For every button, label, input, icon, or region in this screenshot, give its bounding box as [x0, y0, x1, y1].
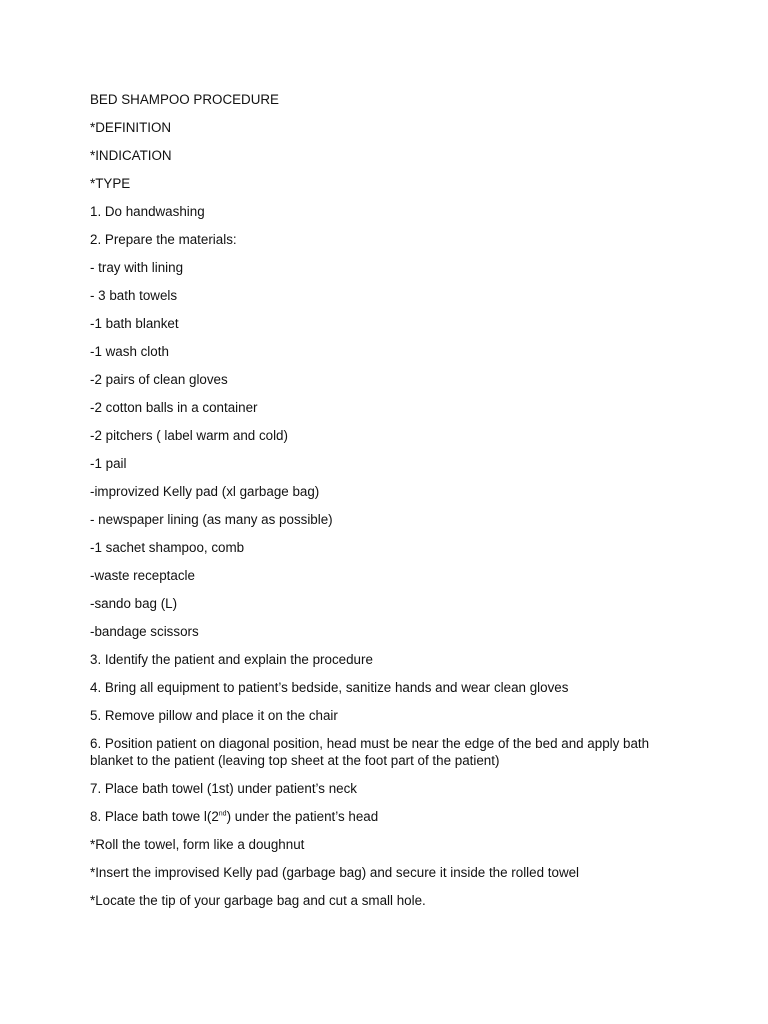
material-item: - newspaper lining (as many as possible): [90, 512, 333, 527]
step-8-text-before: 8. Place bath towe l(2: [90, 809, 219, 824]
step-1: 1. Do handwashing: [90, 204, 205, 219]
material-item: -improvized Kelly pad (xl garbage bag): [90, 484, 320, 499]
note-roll-towel: *Roll the towel, form like a doughnut: [90, 837, 305, 852]
material-item: -bandage scissors: [90, 624, 199, 639]
section-definition: *DEFINITION: [90, 120, 172, 135]
section-indication: *INDICATION: [90, 148, 172, 163]
step-8-text-after: ) under the patient’s head: [226, 809, 379, 824]
document-title: BED SHAMPOO PROCEDURE: [90, 92, 279, 107]
step-7: 7. Place bath towel (1st) under patient’s neck: [90, 781, 357, 796]
material-item: - tray with lining: [90, 260, 184, 275]
section-type: *TYPE: [90, 176, 131, 191]
material-item: -1 pail: [90, 456, 127, 471]
material-item: -2 pairs of clean gloves: [90, 372, 228, 387]
step-2: 2. Prepare the materials:: [90, 232, 237, 247]
material-item: -1 wash cloth: [90, 344, 169, 359]
material-item: -2 pitchers ( label warm and cold): [90, 428, 288, 443]
material-item: -waste receptacle: [90, 568, 195, 583]
note-insert-kelly-pad: *Insert the improvised Kelly pad (garbage bag) and secure it inside the rolled towel: [90, 865, 580, 880]
step-3: 3. Identify the patient and explain the procedure: [90, 652, 373, 667]
step-4: 4. Bring all equipment to patient’s bedside, sanitize hands and wear clean gloves: [90, 680, 569, 695]
material-item: -2 cotton balls in a container: [90, 400, 258, 415]
step-8: [90, 808, 680, 825]
step-8-superscript: nd: [218, 810, 227, 818]
note-cut-hole: *Locate the tip of your garbage bag and cut a small hole.: [90, 893, 426, 908]
step-5: 5. Remove pillow and place it on the chair: [90, 708, 338, 723]
material-item: - 3 bath towels: [90, 288, 178, 303]
material-item: -sando bag (L): [90, 596, 178, 611]
material-item: -1 bath blanket: [90, 316, 179, 331]
material-item: -1 sachet shampoo, comb: [90, 540, 245, 555]
document-body: [90, 91, 680, 920]
step-6: 6. Position patient on diagonal position, head must be near the edge of the bed and apply bath blanket to the patient (leaving top sheet at the foot part of the patient): [90, 736, 650, 768]
